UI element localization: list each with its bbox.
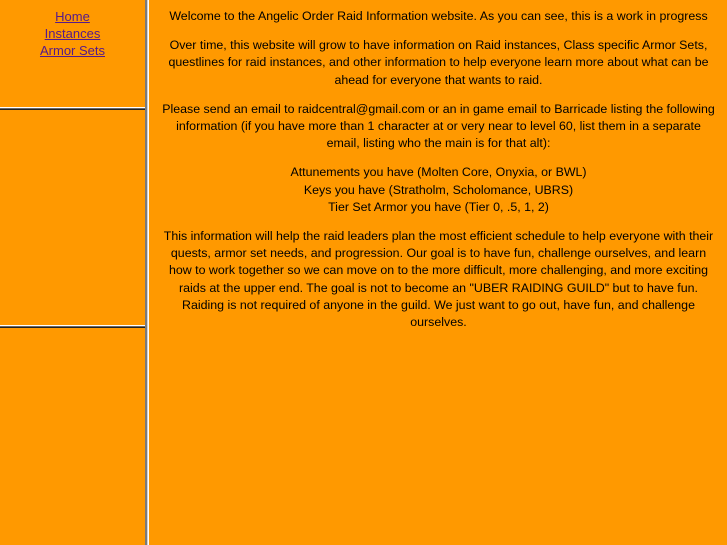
main-content bbox=[150, 0, 727, 545]
info-list bbox=[158, 164, 719, 216]
nav-item-home bbox=[0, 8, 145, 25]
sidebar-middle-panel bbox=[0, 110, 145, 325]
growth-paragraph: Over time, this website will grow to have information on Raid instances, Class specific Armor Sets, questlines for raid instances, and other information to help everyone learn more about what can be ahead for everyone that wants to raid. bbox=[168, 38, 709, 87]
list-item: Keys you have (Stratholm, Scholomance, UBRS) bbox=[303, 182, 574, 197]
list-item: Tier Set Armor you have (Tier 0, .5, 1, 2) bbox=[328, 199, 549, 214]
nav-item-instances bbox=[0, 25, 145, 42]
sidebar-frame bbox=[0, 0, 147, 545]
home-link[interactable]: Home bbox=[55, 9, 90, 24]
nav-menu bbox=[0, 0, 145, 59]
nav-item-armor-sets bbox=[0, 42, 145, 59]
intro-paragraph: Welcome to the Angelic Order Raid Information website. As you can see, this is a work in progress bbox=[169, 9, 708, 23]
sidebar-bottom-panel bbox=[0, 328, 145, 545]
closing-paragraph: This information will help the raid leaders plan the most efficient schedule to help everyone with their quests, armor set needs, and progression. Our goal is to have fun, challenge ourselves, and learn how to work together so we can move on to the more difficult, more challenging, and more exciting raids at the upper end. The goal is not to become an "UBER RAIDING GUILD" but to have fun. Raiding is not required of anyone in the guild. We just want to go out, have fun, and challenge ourselves. bbox=[163, 229, 714, 330]
instances-link[interactable]: Instances bbox=[44, 26, 101, 41]
frame-border[interactable] bbox=[147, 0, 149, 545]
list-item: Attunements you have (Molten Core, Onyxia, or BWL) bbox=[290, 165, 587, 180]
request-paragraph: Please send an email to raidcentral@gmail.com or an in game email to Barricade listing the following information (if you have more than 1 character at or very near to level 60, list them in a separate email, listing who the main is for that alt): bbox=[162, 101, 715, 151]
armor-sets-link[interactable]: Armor Sets bbox=[39, 43, 105, 58]
nav-panel bbox=[0, 0, 145, 107]
